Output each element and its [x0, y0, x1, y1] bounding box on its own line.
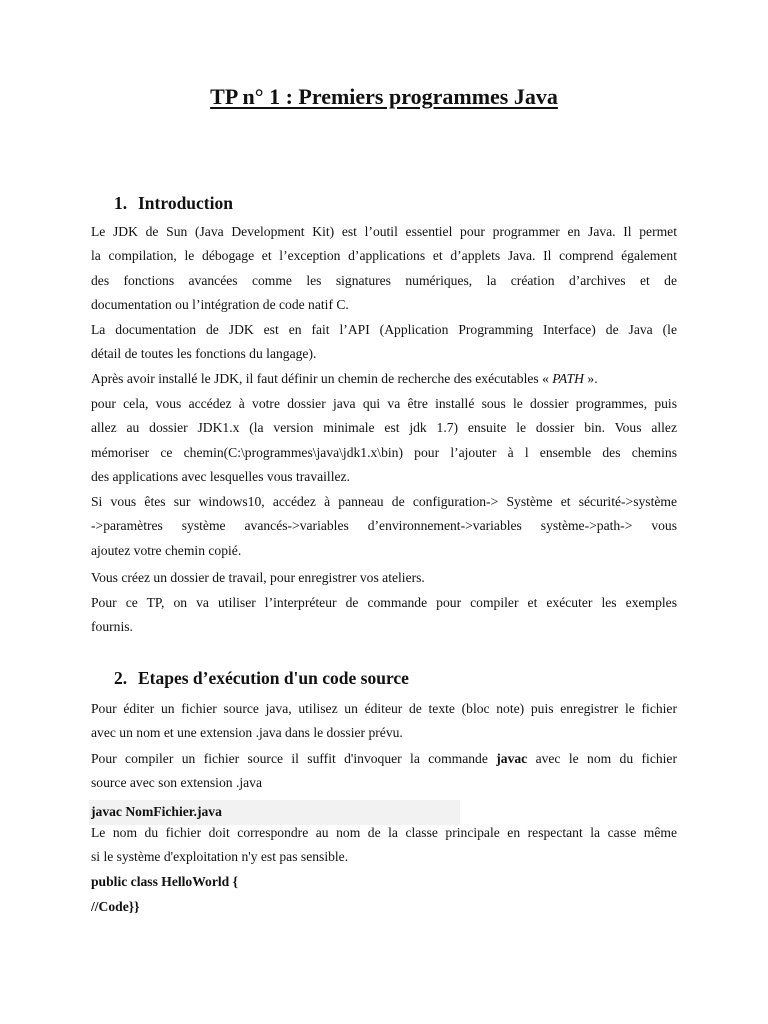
- text-line: Si vous êtes sur windows10, accédez à panneau de configuration-> Système et sécurité->système: [91, 494, 677, 509]
- code-line-class-declaration: public class HelloWorld {: [91, 874, 238, 889]
- paragraph-jdk-intro: [91, 220, 677, 318]
- text-line: des fonctions avancées comme les signatures numériques, la création d’archives et de: [91, 272, 677, 288]
- text-span: Pour compiler un fichier source il suffit d'invoquer la commande: [91, 751, 497, 766]
- text-line: avec un nom et une extension .java dans le dossier prévu.: [91, 725, 403, 741]
- paragraph-windows10: [91, 490, 677, 563]
- text-line: détail de toutes les fonctions du langage).: [91, 346, 317, 362]
- code-line-comment: //Code}}: [91, 899, 140, 914]
- section-heading-execution-steps: [114, 668, 409, 689]
- javac-keyword: javac: [496, 751, 528, 766]
- section-number: 2.: [114, 668, 128, 688]
- text-line: [91, 747, 677, 771]
- path-keyword: PATH: [552, 371, 584, 386]
- section-title: Etapes d’exécution d'un code source: [138, 668, 409, 688]
- text-line: des applications avec lesquelles vous travaillez.: [91, 469, 350, 485]
- text-line: mémoriser ce chemin(C:\programmes\java\jdk1.x\bin) pour l’ajouter à l ensemble des chemins: [91, 444, 677, 460]
- text-line: ajoutez votre chemin copié.: [91, 542, 242, 558]
- paragraph-api: [91, 318, 677, 367]
- text-line: si le système d'exploitation n'y est pas sensible.: [91, 849, 349, 865]
- paragraph-tp-interpreter: [91, 591, 677, 640]
- text-line: source avec son extension .java: [91, 775, 262, 791]
- paragraph-compile: [91, 747, 677, 796]
- text-line: Le JDK de Sun (Java Development Kit) est l’outil essentiel pour programmer en Java. Il permet: [91, 224, 677, 239]
- paragraph-work-folder: Vous créez un dossier de travail, pour enregistrer vos ateliers.: [91, 570, 425, 585]
- page-title: TP n° 1 : Premiers programmes Java: [210, 84, 558, 109]
- text-line: la compilation, le débogage et l’exception d’applications et d’applets Java. Il comprend également: [91, 248, 677, 264]
- section-title: Introduction: [138, 193, 233, 213]
- paragraph-edit-source: [91, 697, 677, 746]
- text-line: ->paramètres système avancés->variables d’environnement->variables système->path-> vous: [91, 518, 677, 534]
- text-line: fournis.: [91, 619, 133, 635]
- text-line: documentation ou l’intégration de code natif C.: [91, 297, 349, 313]
- paragraph-path: [91, 367, 677, 391]
- paragraph-class-name: [91, 821, 677, 870]
- text-line: Le nom du fichier doit correspondre au nom de la classe principale en respectant la casse même: [91, 825, 677, 840]
- javac-command: javac NomFichier.java: [91, 804, 222, 819]
- text-span: Après avoir installé le JDK, il faut définir un chemin de recherche des exécutables «: [91, 371, 553, 386]
- text-line: Pour ce TP, on va utiliser l’interpréteur de commande pour compiler et exécuter les exemples: [91, 595, 677, 610]
- section-heading-introduction: [114, 193, 233, 214]
- text-line: pour cela, vous accédez à votre dossier java qui va être installé sous le dossier programmes, puis: [91, 396, 677, 411]
- text-line: Pour éditer un fichier source java, utilisez un éditeur de texte (bloc note) puis enregistrer le fichier: [91, 701, 677, 716]
- text-span: avec le nom du fichier: [527, 751, 677, 766]
- text-span: ».: [584, 371, 598, 386]
- text-line: allez au dossier JDK1.x (la version minimale est jdk 1.7) ensuite le dossier bin. Vous allez: [91, 420, 677, 436]
- section-number: 1.: [114, 193, 128, 213]
- text-line: La documentation de JDK est en fait l’API (Application Programming Interface) de Java (le: [91, 322, 677, 337]
- paragraph-jdk-folder: [91, 392, 677, 490]
